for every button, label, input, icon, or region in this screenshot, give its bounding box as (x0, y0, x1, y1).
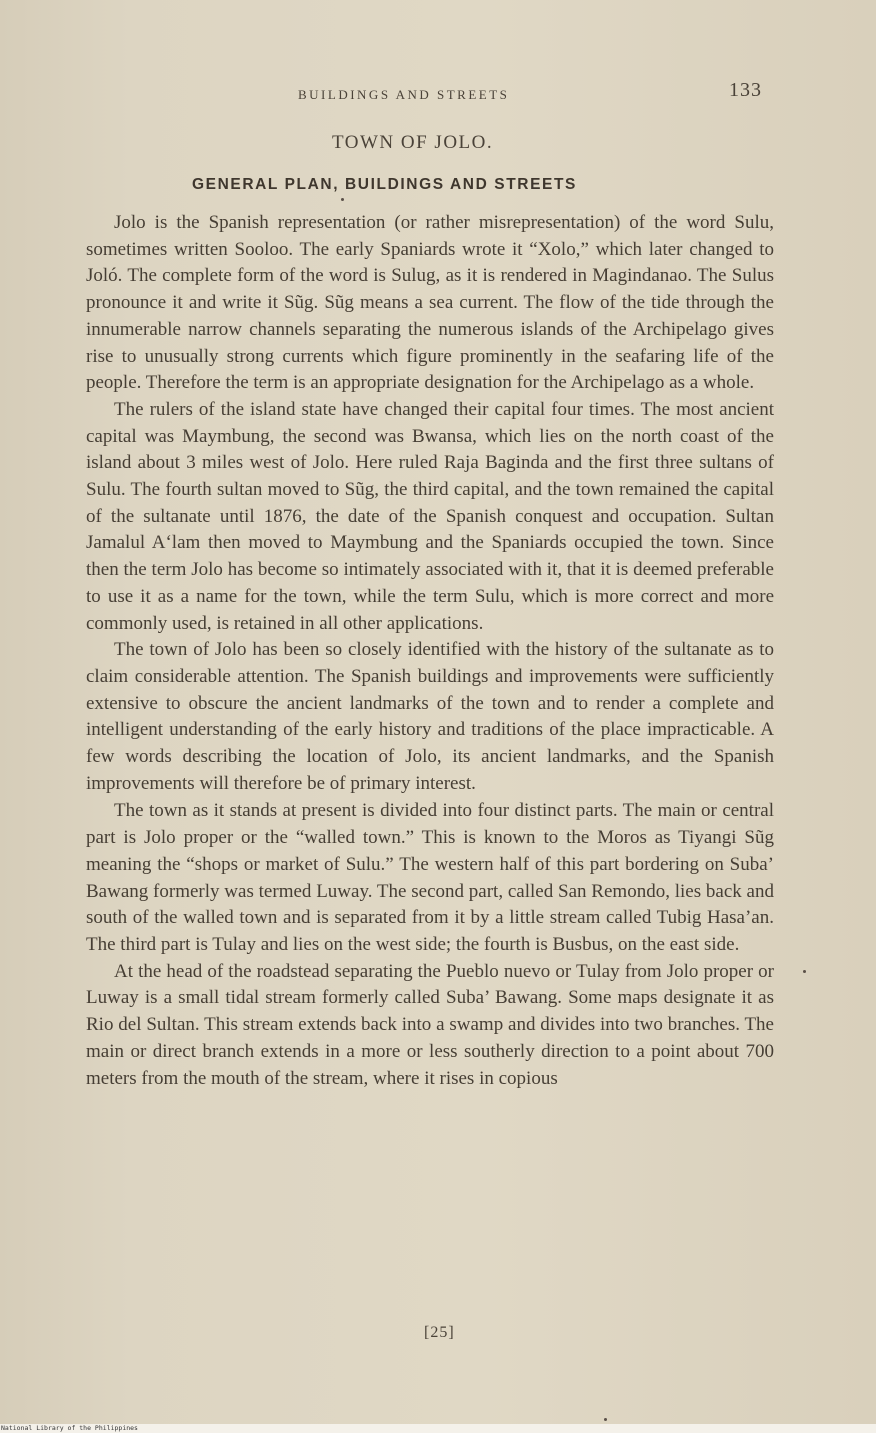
page-number: 133 (729, 79, 762, 101)
paragraph-1: Jolo is the Spanish representation (or rather misrepresentation) of the word Sulu, sometimes written Sooloo. The early Spaniards wrote it “Xolo,” which later changed to Joló. The complete form of the word is Sulug, as it is rendered in Magindanao. The Sulus pronounce it and write it Sũg. Sũg means a sea current. The flow of the tide through the innumerable narrow channels separating the numerous islands of the Archipelago gives rise to unusually strong currents which figure prominently in the seafaring life of the people. Therefore the term is an appropriate designation for the Archipelago as a whole. (86, 212, 774, 394)
paragraph-3: The town of Jolo has been so closely identified with the history of the sultanate as to claim considerable attention. The Spanish buildings and improvements were sufficiently extensive to obscure the ancient landmarks of the town and to render a complete and intelligent understanding of the early history and traditions of the place impracticable. A few words describing the location of Jolo, its ancient landmarks, and the Spanish improvements will therefore be of primary interest. (86, 639, 774, 794)
folio-number: [25] (424, 1324, 455, 1341)
print-speck (341, 198, 344, 201)
paragraph-2: The rulers of the island state have changed their capital four times. The most ancient capital was Maymbung, the second was Bwansa, which lies on the north coast of the island about 3 miles west of Jolo. Here ruled Raja Baginda and the first three sultans of Sulu. The fourth sultan moved to Sũg, the third capital, and the town remained the capital of the sultanate until 1876, the date of the Spanish conquest and occupation. Sultan Jamalul A‘lam then moved to Maymbung and the Spaniards occupied the town. Since then the term Jolo has become so intimately associated with it, that it is deemed preferable to use it as a name for the town, while the term Sulu, which is more correct and more commonly used, is retained in all other applications. (86, 398, 774, 634)
library-credit: National Library of the Philippines (1, 1424, 138, 1432)
print-speck (803, 970, 806, 973)
paragraph-4: The town as it stands at present is divided into four distinct parts. The main or central part is Jolo proper or the “walled town.” This is known to the Moros as Tiyangi Sũg meaning the “shops or market of Sulu.” The western half of this part bordering on Suba’ Bawang formerly was termed Luway. The second part, called San Remondo, lies back and south of the walled town and is separated from it by a little stream called Tubig Hasa’an. The third part is Tulay and lies on the west side; the fourth is Busbus, on the east side. (86, 800, 774, 955)
chapter-title: TOWN OF JOLO. (332, 132, 494, 153)
paragraph-5: At the head of the roadstead separating the Pueblo nuevo or Tulay from Jolo proper or Luway is a small tidal stream formerly called Suba’ Bawang. Some maps designate it as Rio del Sultan. This stream extends back into a swamp and divides into two branches. The main or direct branch extends in a more or less southerly direction to a point about 700 meters from the mouth of the stream, where it rises in copious (86, 960, 774, 1089)
body-text (86, 210, 774, 1092)
running-head: BUILDINGS AND STREETS (298, 87, 510, 102)
print-speck (604, 1418, 607, 1421)
section-heading: GENERAL PLAN, BUILDINGS AND STREETS (192, 176, 577, 193)
library-footer (0, 1424, 876, 1433)
